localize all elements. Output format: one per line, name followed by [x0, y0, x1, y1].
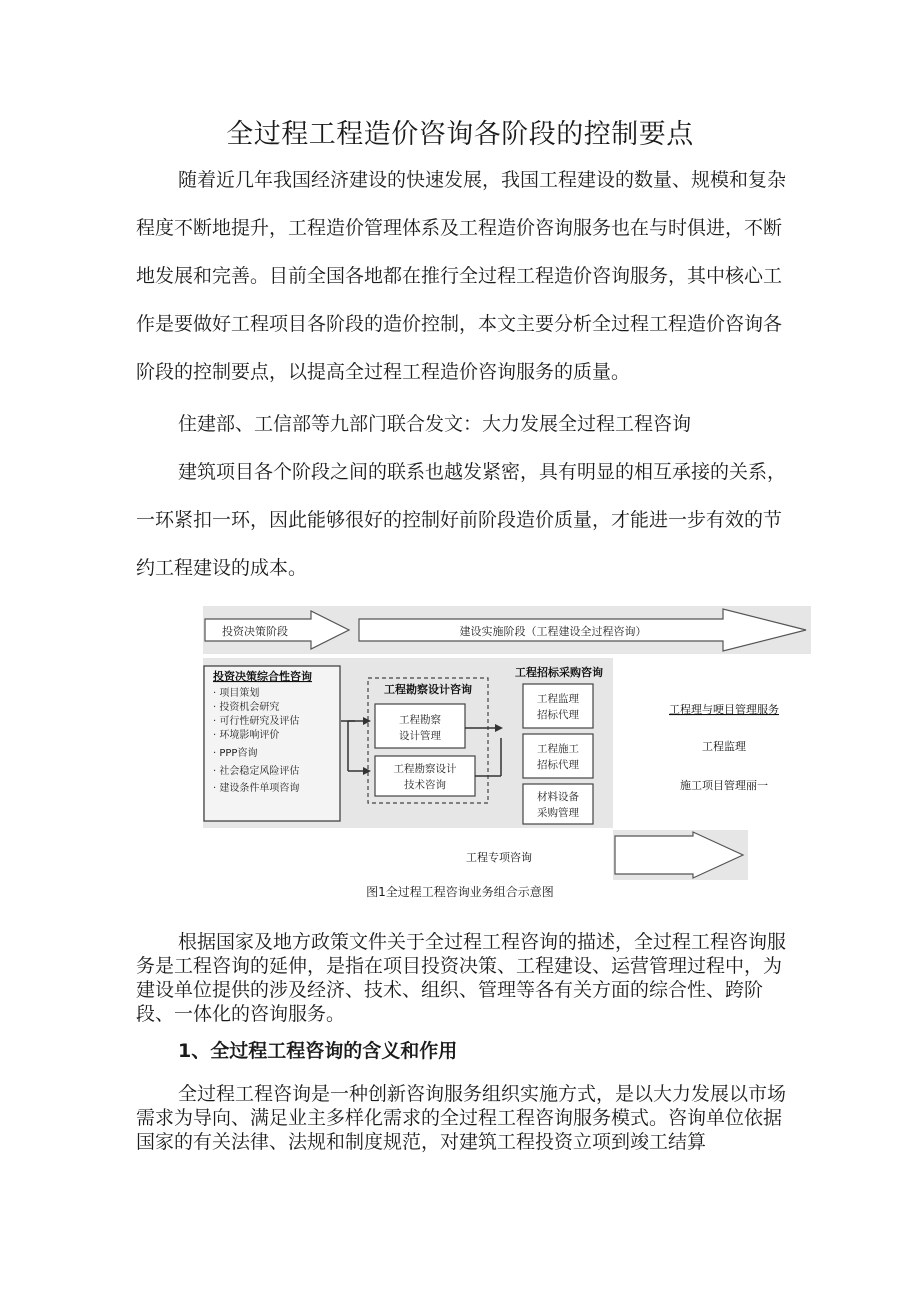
box1-item-2: · 投资机会研究	[213, 702, 280, 713]
box1-item-3: · 可行性研究及评估	[213, 716, 300, 727]
body-paragraph-1: 根据国家及地方政策文件关于全过程工程咨询的描述，全过程工程咨询服务是工程咨询的延伸，是指在项目投资决策、工程建设、运营管理过程中，为建设单位提供的涉及经济、技术、组织、管理等各有关方面的综合性、跨阶段、一体化的咨询服务。	[136, 931, 787, 1025]
intro-paragraph-1: 随着近几年我国经济建设的快速发展，我国工程建设的数量、规模和复杂程度不断地提升，工程造价管理体系及工程造价咨询服务也在与时俱进，不断地发展和完善。目前全国各地都在推行全过程工程造价咨询服务，其中核心工作是要做好工程项目各阶段的造价控制，本文主要分析全过程工程造价咨询各阶段的控制要点，以提高全过程工程造价咨询服务的质量。	[136, 169, 787, 383]
supervision-item: 工程监理	[702, 740, 746, 753]
box1-item-5: · PPP咨询	[213, 748, 258, 759]
svg-text:材料设备: 材料设备	[537, 791, 579, 803]
implementation-stage-label: 建设实施阶段（工程建设全过程咨询）	[459, 625, 647, 638]
section-heading-1: 1、全过程工程咨询的含义和作用	[178, 1040, 458, 1062]
document-title: 全过程工程造价咨询各阶段的控制要点	[226, 119, 694, 150]
svg-text:技术咨询: 技术咨询	[404, 779, 446, 791]
svg-text:采购管理: 采购管理	[537, 807, 579, 819]
box1-item-6: · 社会稳定风险评估	[213, 766, 300, 777]
svg-text:招标代理: 招标代理	[537, 709, 579, 721]
construction-management-item: 施工项目管理丽一	[680, 779, 768, 792]
box1-item-4: · 环境影响评价	[213, 730, 280, 741]
workflow-diagram	[203, 606, 811, 881]
special-consulting-label: 工程专项咨询	[466, 851, 532, 864]
svg-text:工程勘察设计: 工程勘察设计	[393, 763, 457, 775]
svg-text:设计管理: 设计管理	[399, 730, 441, 742]
body-paragraph-2: 全过程工程咨询是一种创新咨询服务组织实施方式，是以大力发展以市场需求为导向、满足业主多样化需求的全过程工程咨询服务模式。咨询单位依据国家的有关法律、法规和制度规范，对建筑工程投资立项到竣工结算	[136, 1083, 787, 1153]
box3-sub-2	[523, 734, 593, 778]
box3-sub-1	[523, 684, 593, 728]
svg-text:工程施工: 工程施工	[537, 743, 579, 755]
supervision-service-title: 工程理与哽目管理服务	[669, 703, 779, 716]
svg-text:招标代理: 招标代理	[537, 759, 579, 771]
box-investment-decision-title: 投资决策综合性咨询	[213, 670, 312, 683]
intro-paragraph-2: 住建部、工信部等九部门联合发文：大力发展全过程工程咨询	[178, 413, 692, 435]
figure-caption: 图1全过程工程咨询业务组合示意图	[366, 885, 554, 899]
intro-paragraph-3: 建筑项目各个阶段之间的联系也越发紧密，具有明显的相互承接的关系，一环紧扣一环，因此能够很好的控制好前阶段造价质量，才能进一步有效的节约工程建设的成本。	[136, 461, 787, 579]
svg-text:工程监理: 工程监理	[537, 693, 579, 705]
box1-item-7: · 建设条件单项咨询	[213, 783, 300, 794]
svg-text:工程勘察: 工程勘察	[399, 714, 441, 726]
box-procurement-title: 工程招标采购咨询	[515, 666, 603, 679]
box1-item-1: · 项目策划	[213, 688, 260, 699]
box-survey-design-title: 工程勘察设计咨询	[384, 683, 472, 696]
decision-stage-label: 投资决策阶段	[222, 625, 288, 638]
